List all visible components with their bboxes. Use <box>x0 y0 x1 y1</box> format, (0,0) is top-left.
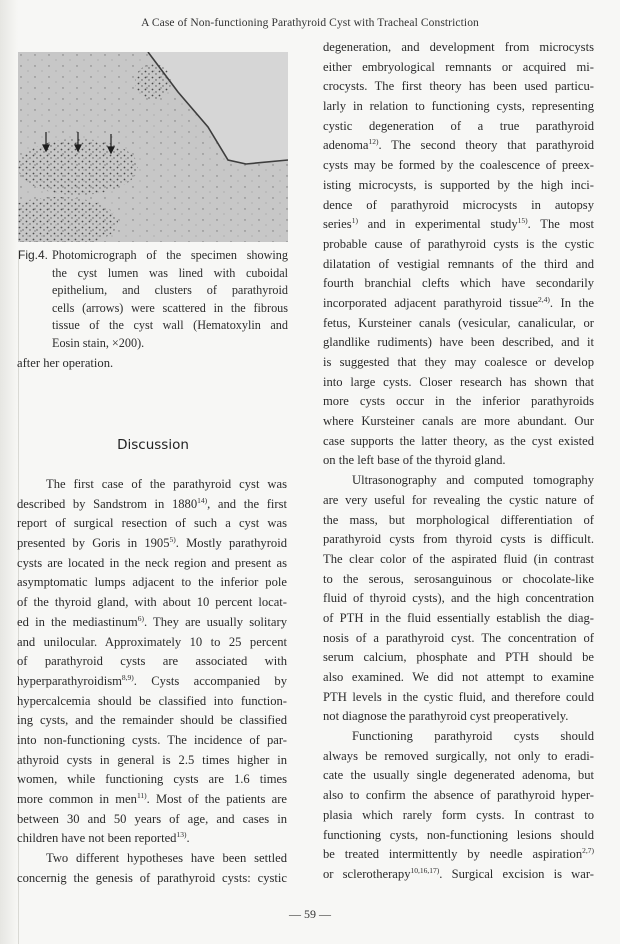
text-line: fluid of thyroid cysts), and the high concentration <box>323 591 594 606</box>
text-line: cate the usually single degenerated adenoma, but <box>323 768 594 783</box>
text-line: children have not been reported$^{13)}$. <box>17 830 190 846</box>
left-column-discussion <box>17 475 287 888</box>
text-line: cystic degeneration of a true parathyroid <box>323 118 594 133</box>
text-line: cysts are located in the neck region and present as <box>17 555 287 570</box>
right-column-body <box>323 38 594 885</box>
text-line: series$^{1)}$ and in experimental study$^{15)}$. The most <box>323 216 594 232</box>
citation-superscript: 2,7) <box>582 846 594 856</box>
text-line: larly in relation to functioning cysts, representing <box>323 99 594 114</box>
text-line: more cysts occur in the inferior parathyroids <box>323 394 594 409</box>
text-line: case supports the latter theory, as the cyst existed <box>323 433 594 448</box>
text-line: The clear color of the aspirated fluid (in contrast <box>323 551 594 566</box>
text-line: cysts may be formed by the coalescence of preex- <box>323 158 594 173</box>
text-line: of parathyroid cysts are associated with <box>17 654 287 669</box>
text-line: incorporated adjacent parathyroid tissue$^{2,4)}$. In the <box>323 294 594 310</box>
text-line: probable cause of parathyroid cysts is the cystic <box>323 236 594 251</box>
text-line: where Kursteiner canals are more abundant. Our <box>323 414 594 429</box>
running-head: A Case of Non-functioning Parathyroid Cyst with Tracheal Constriction <box>141 17 479 29</box>
section-heading-discussion: Discussion <box>117 437 189 453</box>
text-line: hyperparathyroidism$^{8,9)}$. Cysts accompanied by <box>17 672 287 688</box>
text-line: nosis of a parathyroid cyst. The concentration of <box>323 630 594 645</box>
citation-superscript: 5) <box>169 535 176 545</box>
citation-superscript: 13) <box>176 830 187 840</box>
text-line: report of surgical resection of such a cyst was <box>17 516 287 531</box>
text-line: of the thyroid gland, with about 10 percent locat- <box>17 595 287 610</box>
text-line: Functioning parathyroid cysts should <box>352 729 594 744</box>
text-line: serum calcium, phosphate and PTH should be <box>323 650 594 665</box>
text-line: isting microcysts, is supported by the high inci- <box>323 177 594 192</box>
text-line: between 30 and 50 years of age, and cases in <box>17 811 287 826</box>
text-line: hypercalcemia should be classified into function- <box>17 693 287 708</box>
text-line: into non-functioning cysts. The incidence of par- <box>17 732 287 747</box>
page-gutter-shadow <box>0 0 18 944</box>
figure-label: Fig.4. <box>18 248 49 262</box>
text-line: the mass, but morphological differentiation of <box>323 512 594 527</box>
text-line: concernig the genesis of parathyroid cysts: cystic <box>17 870 287 885</box>
text-line: either embryological remnants or acquired mi- <box>323 59 594 74</box>
text-line: of PTH in the fluid essentially establish the diag- <box>323 610 594 625</box>
text-line: into large cysts. Closer research has shown that <box>323 374 594 389</box>
citation-superscript: 15) <box>517 216 528 226</box>
text-line: glandlike rudiments) have been described, and it <box>323 335 594 350</box>
text-line: on the left base of the thyroid gland. <box>323 453 506 468</box>
citation-superscript: 8,9) <box>121 672 134 682</box>
text-line: ed in the mediastinum$^{6)}$. They are usually solitary <box>17 613 287 629</box>
text-line: or sclerotherapy$^{10,16,17)}$. Surgical excision is war- <box>323 865 594 881</box>
text-line: to the serous, serosanguinous or chocolate-like <box>323 571 594 586</box>
text-line: ing cysts, and the remainder should be classified <box>17 713 287 728</box>
text-line: The first case of the parathyroid cyst was <box>46 477 287 491</box>
citation-superscript: 1) <box>351 216 358 226</box>
text-line: is suggested that they may coalesce or develop <box>323 355 594 369</box>
text-line: degeneration, and development from microcysts <box>323 40 594 54</box>
text-line: fetus, Kursteiner canals (vesicular, canalicular, or <box>323 315 594 330</box>
text-line: crocysts. The first theory has been used particu- <box>323 79 594 94</box>
text-line: asymptomatic lumps adjacent to the inferior pole <box>17 575 287 590</box>
text-line: presented by Goris in 1905$^{5)}$. Mostly parathyroid <box>17 535 287 551</box>
text-line: plasia which rarely form cysts. In contrast to <box>323 807 594 822</box>
text-line: Ultrasonography and computed tomography <box>352 473 594 488</box>
citation-superscript: 6) <box>137 613 144 623</box>
citation-superscript: 12) <box>368 137 379 147</box>
photomicrograph-image <box>18 52 288 242</box>
citation-superscript: 10,16,17) <box>410 865 440 875</box>
text-line: Two different hypotheses have been settled <box>46 851 287 866</box>
text-line: and unilocular. Approximately 10 to 25 percent <box>17 634 287 649</box>
text-line: dilatation of vestigial remnants of the third and <box>323 256 594 271</box>
text-line: described by Sandstrom in 1880$^{14)}$, and the first <box>17 495 287 511</box>
text-line: not diagnose the parathyroid cyst preoperatively. <box>323 709 569 724</box>
citation-superscript: 11) <box>136 791 147 800</box>
figure-photomicrograph <box>18 52 288 242</box>
text-line: are very useful for revealing the cystic nature of <box>323 492 594 507</box>
text-line: also examined. We did not attempt to examine <box>323 670 594 684</box>
page-number: — 59 — <box>289 907 331 921</box>
text-line: dence of parathyroid microcysts in autopsy <box>323 197 594 212</box>
text-line: parathyroid cysts from thyroid cysts is difficult. <box>323 532 594 547</box>
text-line: athyroid cysts in general is 2.5 times higher in <box>17 752 287 767</box>
figure-caption: Fig.4. Photomicrograph of the specimen showing the cyst lumen was lined with cuboidal epithelium, and clusters of parathyroid cells (arrows) were scattered in the fibrous tissue of the cyst wall (Hematoxylin and Eosin stain, ×200). <box>18 248 288 350</box>
text-line: PTH levels in the cystic fluid, and therefore could <box>323 689 594 704</box>
text-line: adenoma$^{12)}$. The second theory that parathyroid <box>323 137 594 153</box>
left-column-intro <box>17 354 287 374</box>
text-line: more common in men$^{11)}$. Most of the patients are <box>17 791 287 806</box>
text-line: fourth branchial clefts which have secondarily <box>323 276 594 291</box>
text-line: be treated intermittently by needle aspiration$^{2,7)}$ <box>323 846 594 862</box>
text-line: also to confirm the absence of parathyroid hyper- <box>323 788 594 803</box>
text-line: always be removed surgically, not only to eradi- <box>323 748 594 763</box>
citation-superscript: 2,4) <box>537 294 550 304</box>
text-line: after her operation. <box>17 356 114 370</box>
text-line: functioning cysts, non-functioning lesions should <box>323 827 594 842</box>
citation-superscript: 14) <box>197 495 208 505</box>
text-line: women, while functioning cysts are 1.6 times <box>17 772 287 787</box>
